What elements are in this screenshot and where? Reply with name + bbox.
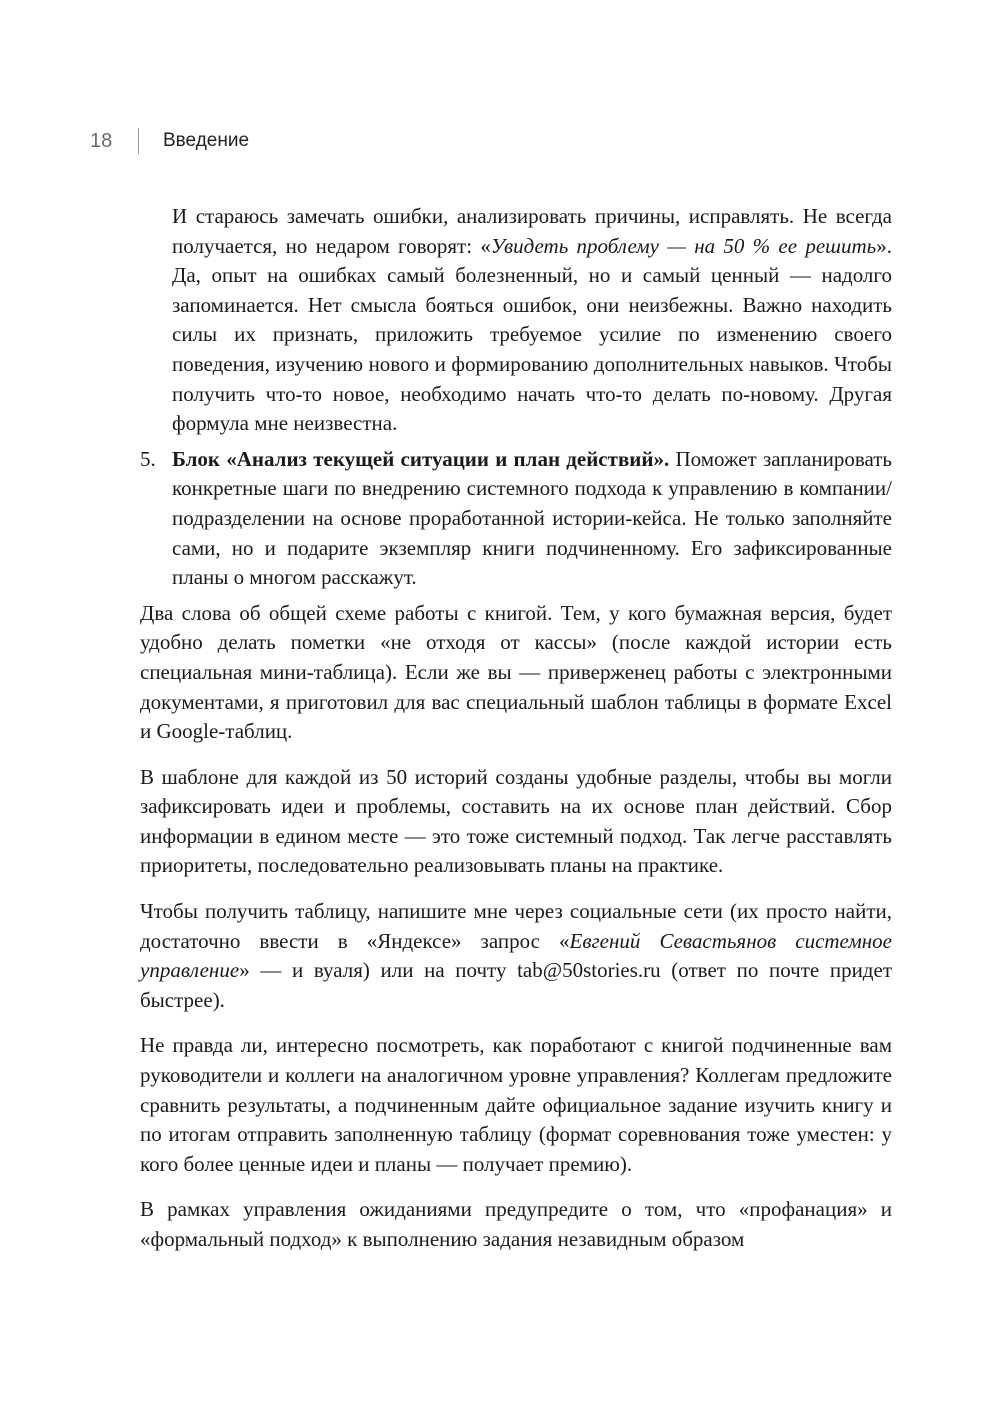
paragraph-text: И стараюсь замечать ошибки, анализировать причины, исправлять. Не всегда получается, но недаром говорят: « bbox=[172, 204, 892, 258]
header-divider bbox=[138, 128, 139, 154]
section-title: Введение bbox=[163, 130, 250, 151]
paragraph-text: Чтобы получить таблицу, напишите мне через социальные сети (их просто найти, достаточно ввести в «Яндексе» запрос « bbox=[140, 899, 892, 953]
list-item-5 bbox=[140, 445, 892, 593]
italic-quote: Евгений Севастьянов системное управление bbox=[140, 928, 893, 983]
page-number: 18 bbox=[90, 129, 113, 152]
italic-quote: Увидеть проблему — на 50 % ее решить bbox=[490, 233, 877, 258]
paragraph-subordinates: Не правда ли, интересно посмотреть, как поработают с книгой подчиненные вам руководители и коллеги на аналогичном уровне управления? Коллегам предложите сравнить результаты, а подчиненным дайте официальное задание изучить книгу и по итогам отправить заполненную таблицу (формат соревнования тоже уместен: у кого более ценные идеи и планы — получает премию). bbox=[140, 1033, 892, 1176]
list-number: 5. bbox=[140, 446, 156, 471]
list-item-text: Поможет запланировать конкретные шаги по внедрению системного подхода к управлению в компании/подразделении на основе проработанной истории-кейса. Не только заполняйте сами, но и подарите экземпляр книги подчиненному. Его зафиксированные планы о многом расскажут. bbox=[172, 446, 892, 590]
paragraph-text: ». Да, опыт на ошибках самый болезненный, но и самый ценный — надолго запоминается. Нет смысла бояться ошибок, они неизбежны. Важно находить силы их признать, приложить требуемое усилие по изменению своего поведения, изучению нового и формированию дополнительных навыков. Чтобы получить что-то новое, необходимо начать что-то делать по-новому. Другая формула мне неизвестна. bbox=[172, 233, 892, 436]
running-head bbox=[90, 126, 249, 156]
paragraph-get-table bbox=[140, 897, 892, 1015]
list-item-heading: Блок «Анализ текущей ситуации и план действий». bbox=[172, 446, 670, 471]
paragraph-expectations: В рамках управления ожиданиями предупредите о том, что «профанация» и «формальный подход» к выполнению задания незавидным образом bbox=[140, 1197, 892, 1251]
paragraph-mistakes bbox=[172, 202, 892, 439]
paragraph-text: » — и вуаля) или на почту tab@50stories.ru (ответ по почте придет быстрее). bbox=[140, 958, 892, 1012]
paragraph-template: В шаблоне для каждой из 50 историй созданы удобные разделы, чтобы вы могли зафиксировать идеи и проблемы, составить на их основе план действий. Сбор информации в едином месте — это тоже системный подход. Так легче расставлять приоритеты, последовательно реализовывать планы на практике. bbox=[140, 764, 892, 878]
body-text bbox=[140, 202, 892, 1255]
paragraph-scheme: Два слова об общей схеме работы с книгой. Тем, у кого бумажная версия, будет удобно делать пометки «не отходя от кассы» (после каждой истории есть специальная мини-таблица). Если же вы — приверженец работы с электронными документами, я приготовил для вас специальный шаблон таблицы в формате Excel и Google-таблиц. bbox=[140, 600, 892, 744]
